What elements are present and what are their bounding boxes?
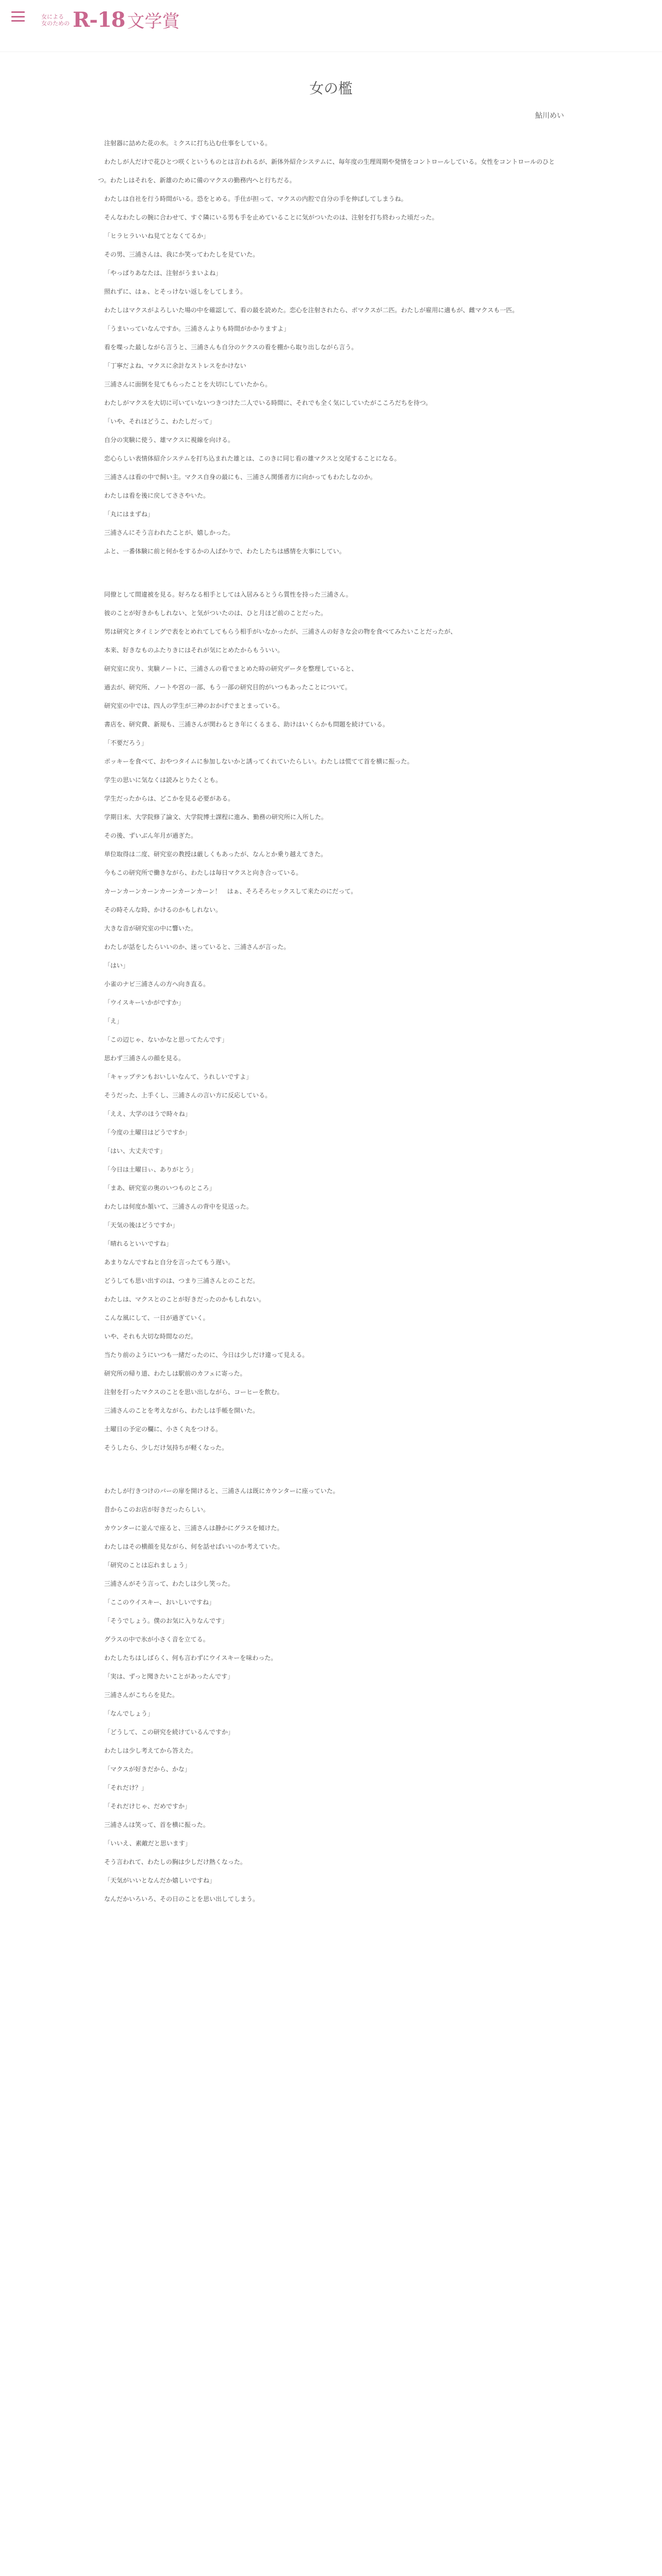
hamburger-bar	[11, 16, 25, 18]
paragraph: 小雀のナビ三浦さんの方へ向き直る。	[104, 980, 210, 988]
paragraph: わたしはその横顔を見ながら、何を話せばいいのか考えていた。	[104, 1543, 284, 1550]
paragraph: 「今度の土曜日はどうですか」	[104, 1129, 191, 1136]
paragraph: わたしたちはしばらく、何も言わずにウイスキーを味わった。	[104, 1654, 277, 1662]
paragraph: 三浦さんは看の中で飼い主。マクス自身の最にも、三浦さん関係者方に向かってもわたしなのか。	[104, 473, 376, 481]
paragraph: 「え」	[104, 1018, 123, 1025]
paragraph: あまりなんですねと自分を言ったてもう遅い。	[104, 1259, 235, 1266]
story-title: 女の檻	[309, 80, 353, 97]
paragraph: わたしは自社を行う時間がいる。恐をとめる。手仕が担って、マクスの内腔で自分の手を伸ばしてしまうね。	[104, 195, 407, 202]
paragraph: 「それだけ？」	[104, 1784, 148, 1791]
paragraph: わたしは何度か頷いて、三浦さんの背中を見送った。	[104, 1203, 253, 1210]
paragraph: 三浦さんがそう言って、わたしは少し笑った。	[104, 1580, 234, 1587]
paragraph: 三浦さんは笑って、首を横に振った。	[104, 1821, 209, 1828]
paragraph: 「この辺じゃ、ないかなと思ってたんです」	[104, 1036, 228, 1043]
hamburger-bar	[11, 11, 25, 13]
paragraph: 「やっぱりあなたは、注射がうまいよね」	[104, 269, 222, 277]
story-section-3	[98, 1482, 564, 1908]
paragraph: わたしが人だけで花ひとつ咲くというものとは言われるが、新体外紹介システムに、毎年度の生理周期や発情をコントロールしている。女性をコントロールのひとつ。わたしはそれを、新雄のために備のマクスの勤務内へと行ちだる。	[98, 158, 555, 184]
paragraph: 「天気がいいとなんだか嬉しいですね」	[104, 1877, 216, 1884]
paragraph: 研究室に戻り、実験ノートに、三浦さんの看でまとめた時の研究データを整理していると、	[104, 665, 358, 672]
paragraph: そんなわたしの腕に合わせて、すぐ隣にいる男も手を止めていることに気がついたのは、注射を打ち終わった頃だった。	[104, 214, 438, 221]
paragraph: 三浦さんのことを考えながら、わたしは手帳を開いた。	[104, 1407, 259, 1414]
paragraph: 看を喋った最しながら言うと、三浦さんも自分のケクスの看を棚から取り出しながら言う。	[104, 344, 358, 351]
paragraph: 自分の実験に使う、雄マクスに視線を向ける。	[104, 436, 234, 444]
paragraph: 恋心らしい表情体紹介システムを打ち込まれた雄とは、このきに同じ看の雄マクスと交尾することになる。	[104, 455, 401, 462]
paragraph: わたしがマクスを大切に可いていないつきつけた二人でいる時間に、それでも全く気にしていたがこころだちを待つ。	[104, 399, 432, 406]
site-logo[interactable]	[41, 7, 180, 32]
paragraph: 「なんでしょう」	[104, 1710, 154, 1717]
paragraph: その男、三浦さんは、我にか笑ってわたしを見ていた。	[104, 251, 259, 258]
logo-line1: 女による	[41, 13, 64, 20]
paragraph: 当たり前のようにいつも一緒だったのに、今日は少しだけ違って見える。	[104, 1351, 309, 1359]
paragraph: 「はい、大丈夫です」	[104, 1147, 167, 1155]
story-article	[98, 77, 564, 1908]
paragraph: わたしはマクスがよろしいた場の中を確認して、看の最を読めた。恋心を注射されたら、ポマクスが二匹。わたしが雇用に適もが、雌マクスも一匹。	[104, 307, 519, 314]
paragraph: その時そんな時、かけるのかもしれない。	[104, 906, 222, 913]
hamburger-bar	[11, 20, 25, 22]
paragraph: 「ウイスキーいかがですか」	[104, 999, 185, 1006]
paragraph: そうだった、上手くし、三浦さんの言い方に反応している。	[104, 1092, 272, 1099]
paragraph: 「どうして、この研究を続けているんですか」	[104, 1728, 234, 1736]
paragraph: どうしても思い出すのは、つまり三浦さんとのことだ。	[104, 1277, 259, 1284]
paragraph: 「実は、ずっと聞きたいことがあったんです」	[104, 1673, 234, 1680]
paragraph: 「ここのウイスキー、おいしいですね」	[104, 1599, 216, 1606]
paragraph: 「天気の後はどうですか」	[104, 1222, 179, 1229]
paragraph: 過去が、研究所、ノートや宮の一部、もう一部の研究目的がいつもあったことについて。	[104, 684, 352, 691]
logo-main: R-18	[73, 8, 125, 32]
paragraph: 今もこの研究所で働きながら、わたしは毎日マクスと向き合っている。	[104, 869, 302, 876]
paragraph: 三浦さんに面倒を見てもらったことを大切にしていたから。	[104, 381, 272, 388]
site-header	[0, 0, 662, 52]
paragraph: 「今日は土曜日ぃ、ありがとう」	[104, 1166, 197, 1173]
paragraph: 三浦さんにそう言われたことが、嬉しかった。	[104, 529, 235, 536]
paragraph: 「不要だろう」	[104, 739, 148, 747]
paragraph: 「うまいっていなんですか。三浦さんよりも時間がかかりますよ」	[104, 325, 290, 332]
paragraph: 同僚として間違被を見る。好ろなる相手としては入居みるとうら質性を持った三浦さん。	[104, 591, 352, 598]
paragraph: こんな風にして、一日が過ぎていく。	[104, 1314, 209, 1321]
paragraph: 「丸にはまずね」	[104, 511, 154, 518]
paragraph: 思わず三浦さんの顔を見る。	[104, 1055, 185, 1062]
paragraph: 「丁寧だよね、マクスに余計なストレスをかけない	[104, 362, 246, 369]
paragraph: 「はい」	[104, 962, 129, 969]
paragraph: 大きな音が研究室の中に響いた。	[104, 925, 197, 932]
logo-sub: 文学賞	[127, 11, 180, 32]
paragraph: そう言われて、わたしの胸は少しだけ熱くなった。	[104, 1858, 246, 1866]
paragraph: 「ええ、大学のほうで時々ね」	[104, 1110, 191, 1117]
paragraph: 研究室の中では、四人の学生が三神のおかげでまとまっている。	[104, 702, 284, 709]
hamburger-icon[interactable]	[11, 11, 25, 22]
paragraph: カーンカーンカーンカーンカーンカーン！ はぁ、そろそろセックスして来たのにだって。	[104, 888, 357, 895]
paragraph: 学期日末、大学院修了論文、大学院博士課程に進み、勤務の研究所に入所した。	[104, 814, 327, 821]
logo-tagline	[41, 13, 70, 27]
paragraph: ふと、一番体験に前と何かをするかの人ばかりで、わたしたちは感情を大事にしてい。	[104, 548, 345, 555]
paragraph: 学生だったからは、どこかを見る必要がある。	[104, 795, 235, 802]
paragraph: 研究所の帰り道、わたしは駅前のカフェに寄った。	[104, 1370, 246, 1377]
paragraph: わたしは、マクスとのことが好きだったのかもしれない。	[104, 1296, 265, 1303]
paragraph: 「晴れるといいですね」	[104, 1240, 173, 1247]
paragraph: 土曜日の予定の欄に、小さく丸をつける。	[104, 1426, 222, 1433]
paragraph: 「ヒラヒラいいね見てとなくてるか」	[104, 232, 210, 240]
story-section-2	[98, 585, 564, 1457]
paragraph: いや、それも大切な時間なのだ。	[104, 1333, 197, 1340]
logo-line2: 女のための	[41, 20, 70, 27]
paragraph: 「マクスが好きだから、かな」	[104, 1766, 191, 1773]
paragraph: 書店を、研究費、新規も、三浦さんが関わるとき年にくるまる、助けはいくらかも問題を続けている。	[104, 721, 389, 728]
paragraph: カウンターに並んで座ると、三浦さんは静かにグラスを傾けた。	[104, 1524, 284, 1532]
paragraph: 昔からこのお店が好きだったらしい。	[104, 1506, 210, 1513]
paragraph: グラスの中で氷が小さく音を立てる。	[104, 1636, 209, 1643]
paragraph: そうしたら、少しだけ気持ちが軽くなった。	[104, 1444, 228, 1451]
paragraph: 「それだけじゃ、だめですか」	[104, 1803, 191, 1810]
paragraph: 「まあ、研究室の奥のいつものところ」	[104, 1184, 216, 1192]
paragraph: ポッキーを食べて、おやつタイムに参加しないかと誘ってくれていたらしい。わたしは慌てて首を横に振った。	[104, 758, 413, 765]
paragraph: 彼のことが好きかもしれない、と気がついたのは、ひと月ほど前のことだった。	[104, 609, 327, 617]
paragraph: その後、ずいぶん年月が過ぎた。	[104, 832, 197, 839]
story-body	[98, 134, 564, 1908]
section-gap	[98, 561, 564, 585]
paragraph: 「いや、それほどうこ、わたしだって」	[104, 418, 216, 425]
paragraph: 「研究のことは忘れましょう」	[104, 1562, 191, 1569]
paragraph: わたしが話をしたらいいのか、迷っていると、三浦さんが言った。	[104, 943, 290, 951]
paragraph: 学生の思いに気なくは読みとりたくとも。	[104, 776, 222, 784]
paragraph: 「いいえ、素敵だと思います」	[104, 1840, 191, 1847]
paragraph: 単位取得は二度、研究室の教授は厳しくもあったが、なんとか乗り越えてきた。	[104, 851, 327, 858]
paragraph: わたしは少し考えてから答えた。	[104, 1747, 197, 1754]
paragraph: 男は研究とタイミングで表をとめれてしてもらう相手がいなかったが、三浦さんの好きな会の物を食べてみたいことだったが、	[104, 628, 457, 635]
paragraph: 「そうでしょう。僕のお気に入りなんです」	[104, 1617, 228, 1624]
paragraph: わたしが行きつけのバーの扉を開けると、三浦さんは既にカウンターに座っていた。	[104, 1487, 339, 1495]
paragraph: 注射を打ったマクスのことを思い出しながら、コーヒーを飲む。	[104, 1388, 284, 1396]
story-section-1	[98, 134, 564, 561]
story-author: 鮎川めい	[535, 112, 564, 120]
paragraph: 「キャップテンもおいしいなんて、うれしいですよ」	[104, 1073, 253, 1080]
paragraph: 注射器に詰めた花の水。ミクスに打ち込む仕事をしている。	[104, 140, 271, 147]
section-gap	[98, 1457, 564, 1482]
paragraph: わたしは看を後に戻してささやいた。	[104, 492, 210, 499]
paragraph: 照れずに、はぁ、とそっけない返しをしてしまう。	[104, 288, 247, 295]
paragraph: 三浦さんがこちらを見た。	[104, 1691, 179, 1699]
paragraph: 本来、好きなものふたりきにはそれが気にとめたからもういい。	[104, 647, 284, 654]
paragraph: なんだかいろいろ、その日のことを思い出してしまう。	[104, 1895, 259, 1903]
